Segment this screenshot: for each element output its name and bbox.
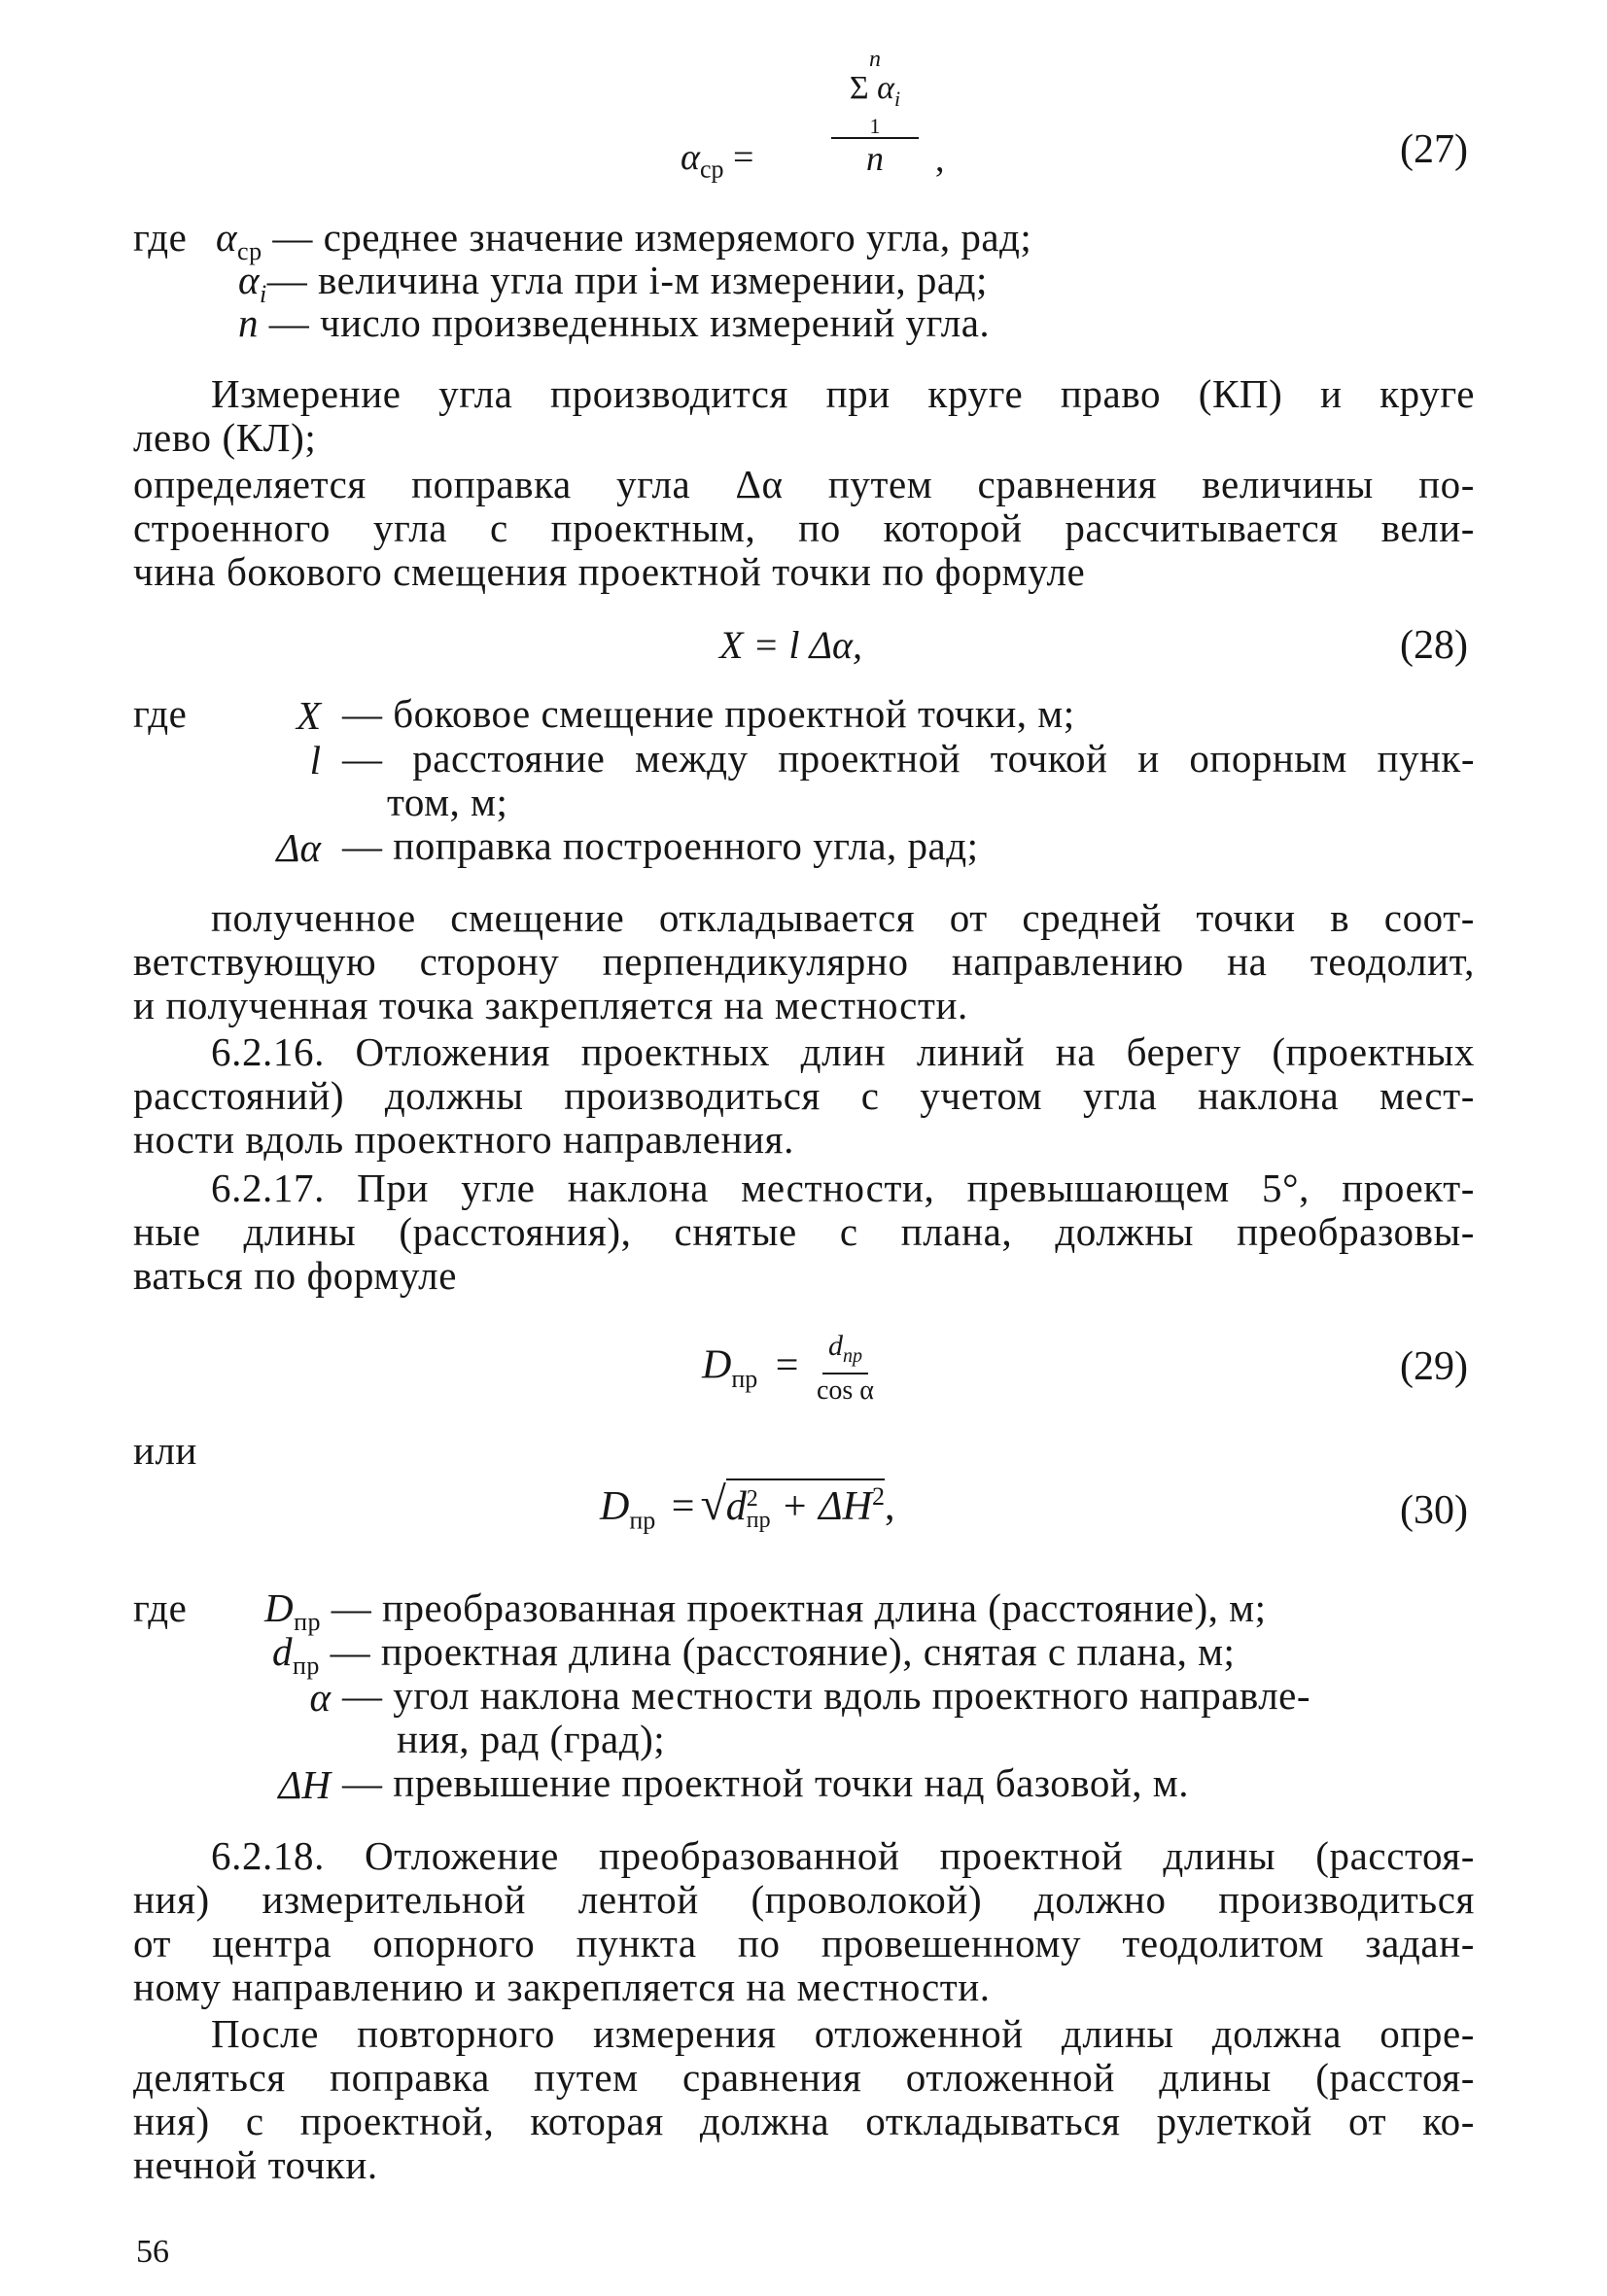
paragraph: 6.2.17. При угле наклона местности, превышающем 5°, проект- ные длины (расстояния), снятые с плана, должны преобразовы- ваться по формуле	[133, 1165, 1475, 1298]
paragraph: После повторного измерения отложенной длины должна опре- деляться поправка путем сравнения отложенной длины (расстоя- ния) с проектной, которая должна откладываться рулеткой от ко- нечной точки.	[133, 2011, 1475, 2187]
paragraph: 6.2.16. Отложения проектных длин линий на берегу (проектных расстояний) должны производиться с учетом угла наклона мест- ности вдоль проектного направления.	[133, 1029, 1475, 1162]
paragraph: полученное смещение откладывается от средней точки в соот- ветствующую сторону перпендикулярно направлению на теодолит, и полученная точка закрепляется на местности.	[133, 895, 1475, 1027]
definition-symbol: ΔH	[278, 1762, 331, 1807]
equation-number-29: (29)	[1400, 1344, 1468, 1389]
or-word: или	[133, 1428, 197, 1473]
definition-symbol: l	[309, 738, 321, 783]
formula-27-sum-var-sub: i	[894, 86, 901, 111]
definition-symbol: α	[309, 1675, 331, 1720]
definition-text: — угол наклона местности вдоль проектного направле-	[342, 1673, 1311, 1718]
definition-row: $\alpha_i—$ величина угла при i-м измерении, рад;	[238, 258, 988, 309]
definition-text: том, м;	[387, 780, 508, 824]
formula-27: $\alpha_{ср}$ = n Σ $\alpha_i$ 1 n ,	[681, 47, 945, 184]
definition-text: — боковое смещение проектной точки, м;	[342, 691, 1075, 736]
definition-symbol: Δα	[276, 825, 321, 870]
formula-28: X = l Δα,	[719, 623, 863, 667]
fraction: $\frac{d_{пр}}{\text{cos α}}$	[816, 1330, 874, 1406]
formula-30: $D_{пр} = √d$ 2 пр + $\Delta H^2$,	[600, 1478, 895, 1535]
formula-27-sum-bottom: 1	[831, 116, 919, 139]
where-label-30: где	[133, 1585, 188, 1630]
formula-27-denominator: n	[866, 138, 884, 178]
definition-text: — превышение проектной точки над базовой, м.	[342, 1760, 1189, 1805]
formula-27-sum-top: n	[869, 47, 881, 72]
equation-number-27: (27)	[1400, 127, 1468, 172]
definition-row: n — число произведенных измерений угла.	[238, 300, 991, 345]
equation-number-28: (28)	[1400, 623, 1468, 668]
formula-27-sum-var: α	[877, 70, 895, 106]
formula-27-trail: ,	[935, 139, 945, 180]
paragraph: 6.2.18. Отложение преобразованной проектной длины (расстоя- ния) измерительной лентой (проволокой) должно производиться от центра опорного пункта по провешенному теодолитом задан- ному направлению и закрепляется на местности.	[133, 1833, 1475, 2009]
where-label-28: где	[133, 691, 188, 736]
paragraph: Измерение угла производится при круге право (КП) и круге лево (КЛ);	[133, 371, 1475, 460]
definition-text: — расстояние между проектной точкой и опорным пунк-	[342, 736, 1475, 781]
definition-row: $D_{пр}$ — преобразованная проектная длина (расстояние), м;	[264, 1585, 1267, 1637]
definition-text: ния, рад (град);	[397, 1717, 666, 1761]
paragraph: определяется поправка угла Δα путем сравнения величины по- строенного угла с проектным, по которой рассчитывается вели- чина бокового смещения проектной точки по формуле	[133, 462, 1475, 594]
equation-number-30: (30)	[1400, 1488, 1468, 1533]
definition-symbol: X	[296, 693, 321, 738]
definition-row: $d_{пр}$ — проектная длина (расстояние), снятая с плана, м;	[272, 1629, 1236, 1681]
formula-27-lhs: α	[681, 137, 700, 178]
formula-27-sum-sym: Σ	[849, 70, 869, 106]
formula-29: $D_{пр}$ = $\frac{d_{пр}}{\text{cos α}}$	[702, 1330, 874, 1406]
definition-row: $\alpha_{ср}$ — среднее значение измеряемого угла, рад;	[216, 215, 1032, 266]
page-number: 56	[136, 2234, 169, 2270]
definition-text: — поправка построенного угла, рад;	[342, 823, 979, 868]
where-label-27: где	[133, 215, 188, 260]
formula-27-lhs-sub: ср	[699, 155, 724, 184]
